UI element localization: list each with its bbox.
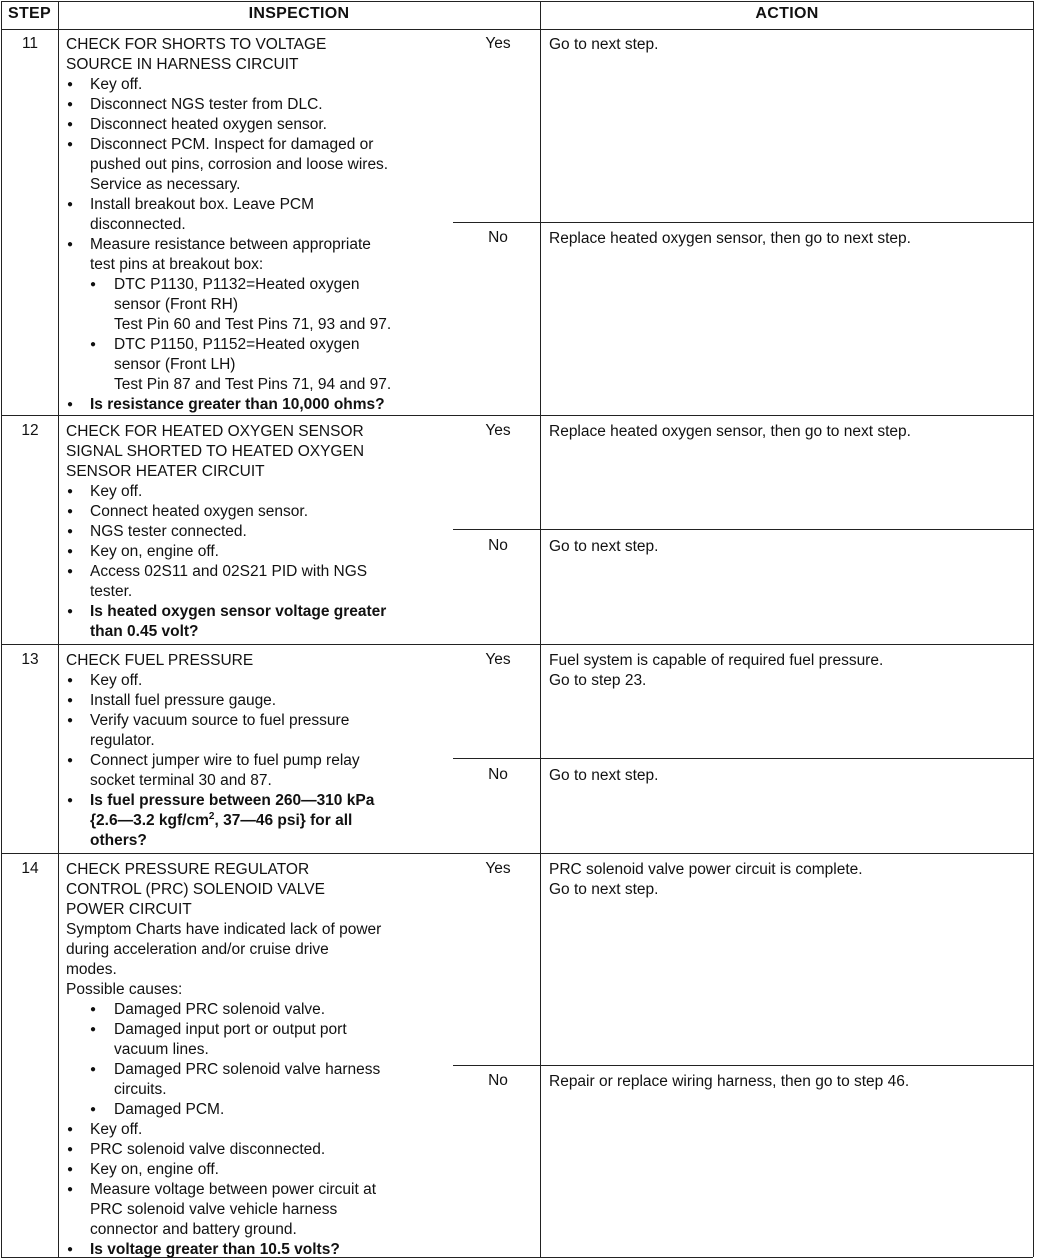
row-divider-11-12 (1, 415, 1033, 416)
no-label-11: No (488, 229, 508, 246)
inspection-item: ● Disconnect PCM. Inspect for damaged or (66, 135, 461, 155)
inspection-subitem-cont: Test Pin 60 and Test Pins 71, 93 and 97. (114, 316, 392, 333)
inspection-item: ● Measure resistance between appropriate (66, 235, 461, 255)
yes-no-divider-14 (453, 1065, 1033, 1066)
inspection-item-cont: regulator. (90, 732, 155, 749)
table-border-left (1, 1, 2, 1257)
inspection-item-cont: disconnected. (90, 216, 186, 233)
action-line: PRC solenoid valve power circuit is complete. (549, 861, 863, 878)
question-text: , 37—46 psi} for all (214, 812, 353, 829)
inspection-question-cont: than 0.45 volt? (90, 623, 199, 640)
no-action-14 (549, 1072, 1019, 1092)
inspection-item: ● Connect heated oxygen sensor. (66, 502, 461, 522)
intro-line: Possible causes: (66, 981, 183, 998)
row-divider-13-14 (1, 853, 1033, 854)
inspection-subitem: ● Damaged input port or output port (66, 1020, 461, 1040)
no-label-13: No (488, 766, 508, 783)
inspection-step-14 (66, 860, 461, 1260)
yes-action-12 (549, 422, 1019, 442)
yes-no-divider-11 (453, 222, 1033, 223)
inspection-item: ● Access 02S11 and 02S21 PID with NGS (66, 562, 461, 582)
action-line: Fuel system is capable of required fuel pressure. (549, 652, 884, 669)
action-line: Replace heated oxygen sensor, then go to next step. (549, 230, 911, 247)
inspection-item-cont: connector and battery ground. (90, 1221, 297, 1238)
yes-action-11 (549, 35, 1019, 55)
intro-line: modes. (66, 961, 117, 978)
inspection-question: ● Is fuel pressure between 260—310 kPa (66, 791, 461, 811)
inspection-question: ● Is heated oxygen sensor voltage greater (66, 602, 461, 622)
no-action-13 (549, 766, 1019, 786)
step-column-divider (58, 1, 59, 1257)
row-divider-12-13 (1, 644, 1033, 645)
step-title-line: SENSOR HEATER CIRCUIT (66, 463, 265, 480)
inspection-item: ● Install fuel pressure gauge. (66, 691, 461, 711)
step-title-line: CHECK PRESSURE REGULATOR (66, 861, 310, 878)
no-label-14: No (488, 1072, 508, 1089)
step-number-13: 13 (21, 651, 39, 668)
header-action: ACTION (755, 5, 819, 22)
inspection-question: ● Is voltage greater than 10.5 volts? (66, 1240, 461, 1260)
action-line: Go to step 23. (549, 672, 647, 689)
superscript: 2 (208, 810, 215, 822)
yes-no-divider-12 (453, 529, 1033, 530)
inspection-item-cont: PRC solenoid valve vehicle harness (90, 1201, 338, 1218)
inspection-subitem-cont: circuits. (114, 1081, 167, 1098)
yes-label-13: Yes (485, 651, 511, 668)
step-title-line: CHECK FOR HEATED OXYGEN SENSOR (66, 423, 364, 440)
inspection-subitem-cont: Test Pin 87 and Test Pins 71, 94 and 97. (114, 376, 392, 393)
inspection-step-13 (66, 651, 461, 851)
step-title-line: SIGNAL SHORTED TO HEATED OXYGEN (66, 443, 365, 460)
yes-action-14 (549, 860, 1019, 900)
action-line: Go to next step. (549, 767, 659, 784)
diagnostic-table (1, 1, 1033, 1257)
inspection-item: ● Disconnect heated oxygen sensor. (66, 115, 461, 135)
inspection-subitem: ● Damaged PCM. (66, 1100, 461, 1120)
no-label-12: No (488, 537, 508, 554)
yes-label-11: Yes (485, 35, 511, 52)
table-border-top (1, 1, 1033, 2)
inspection-subitem-cont: sensor (Front RH) (114, 296, 239, 313)
action-line: Repair or replace wiring harness, then go to step 46. (549, 1073, 910, 1090)
inspection-item: ● PRC solenoid valve disconnected. (66, 1140, 461, 1160)
step-title-line: SOURCE IN HARNESS CIRCUIT (66, 56, 299, 73)
inspection-item-cont: socket terminal 30 and 87. (90, 772, 272, 789)
inspection-item: ● Key off. (66, 482, 461, 502)
inspection-item: ● Connect jumper wire to fuel pump relay (66, 751, 461, 771)
action-column-divider (540, 1, 541, 1257)
inspection-item-cont: Service as necessary. (90, 176, 241, 193)
inspection-item: ● Verify vacuum source to fuel pressure (66, 711, 461, 731)
action-line: Go to next step. (549, 881, 659, 898)
inspection-subitem: ● DTC P1150, P1152=Heated oxygen (66, 335, 461, 355)
intro-line: during acceleration and/or cruise drive (66, 941, 329, 958)
inspection-subitem: ● Damaged PRC solenoid valve. (66, 1000, 461, 1020)
table-border-right (1033, 1, 1034, 1257)
inspection-item-cont: pushed out pins, corrosion and loose wires. (90, 156, 389, 173)
inspection-subitem-cont: sensor (Front LH) (114, 356, 236, 373)
inspection-item-cont: tester. (90, 583, 133, 600)
inspection-question-cont: others? (90, 832, 147, 849)
inspection-item: ● Disconnect NGS tester from DLC. (66, 95, 461, 115)
yes-label-12: Yes (485, 422, 511, 439)
intro-line: Symptom Charts have indicated lack of power (66, 921, 382, 938)
step-number-11: 11 (21, 35, 39, 52)
inspection-item: ● Key on, engine off. (66, 542, 461, 562)
inspection-item: ● Key off. (66, 75, 461, 95)
action-line: Go to next step. (549, 36, 659, 53)
inspection-subitem: ● DTC P1130, P1132=Heated oxygen (66, 275, 461, 295)
inspection-step-12 (66, 422, 461, 642)
no-action-12 (549, 537, 1019, 557)
inspection-item: ● Key off. (66, 671, 461, 691)
inspection-question-cont (66, 811, 461, 831)
action-line: Go to next step. (549, 538, 659, 555)
header-inspection: INSPECTION (248, 5, 350, 22)
no-action-11 (549, 229, 1019, 249)
inspection-step-11 (66, 35, 461, 415)
inspection-item: ● Key on, engine off. (66, 1160, 461, 1180)
header-divider (1, 29, 1033, 30)
step-title-line: CONTROL (PRC) SOLENOID VALVE (66, 881, 325, 898)
header-step: STEP (8, 5, 51, 22)
step-number-14: 14 (21, 860, 39, 877)
inspection-item: ● NGS tester connected. (66, 522, 461, 542)
yes-action-13 (549, 651, 1019, 691)
inspection-item: ● Install breakout box. Leave PCM (66, 195, 461, 215)
inspection-question: ● Is resistance greater than 10,000 ohms? (66, 395, 461, 415)
step-number-12: 12 (21, 422, 39, 439)
inspection-item-cont: test pins at breakout box: (90, 256, 264, 273)
inspection-subitem-cont: vacuum lines. (114, 1041, 209, 1058)
inspection-item: ● Measure voltage between power circuit at (66, 1180, 461, 1200)
inspection-item: ● Key off. (66, 1120, 461, 1140)
action-line: Replace heated oxygen sensor, then go to next step. (549, 423, 911, 440)
step-title-line: CHECK FOR SHORTS TO VOLTAGE (66, 36, 327, 53)
yes-no-divider-13 (453, 758, 1033, 759)
inspection-subitem: ● Damaged PRC solenoid valve harness (66, 1060, 461, 1080)
step-title-line: CHECK FUEL PRESSURE (66, 652, 254, 669)
step-title-line: POWER CIRCUIT (66, 901, 192, 918)
question-text: {2.6—3.2 kgf/cm (90, 812, 209, 829)
yes-label-14: Yes (485, 860, 511, 877)
